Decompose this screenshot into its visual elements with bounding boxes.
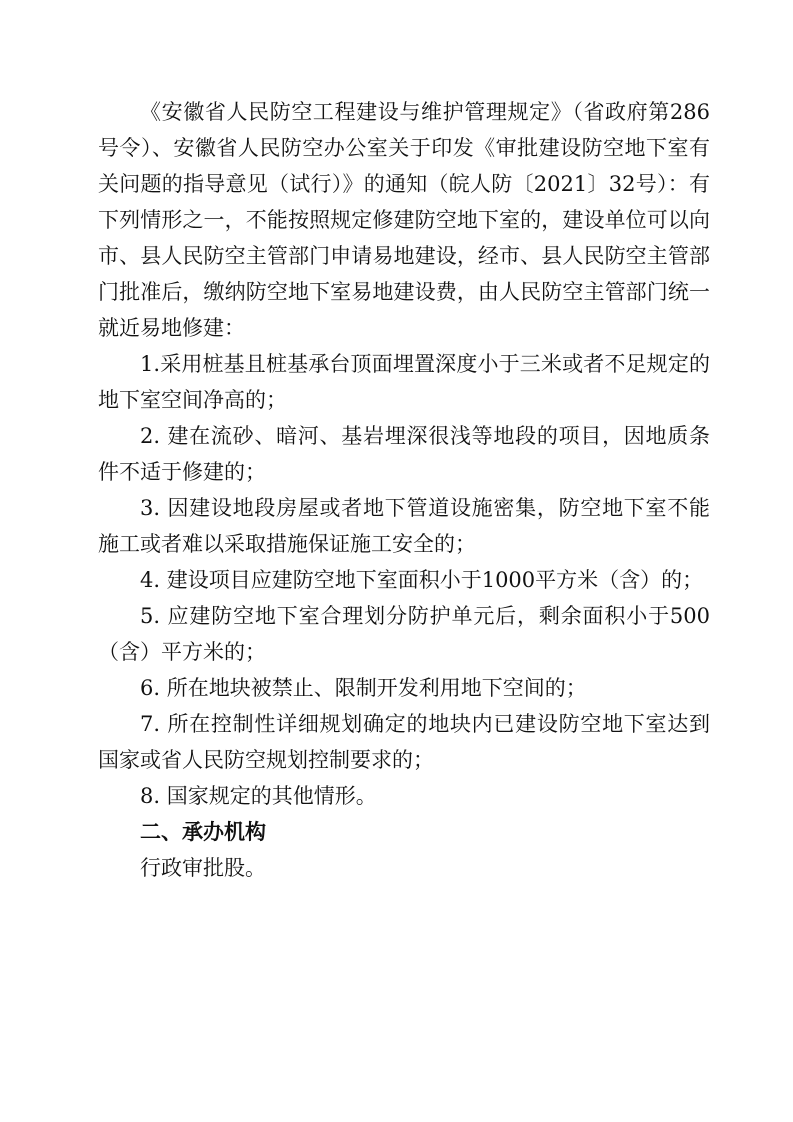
section-heading: 二、承办机构 (140, 820, 266, 844)
list-item-3: 3. 因建设地段房屋或者地下管道设施密集，防空地下室不能施工或者难以采取措施保证施工安全的； (98, 496, 710, 556)
section-body: 行政审批股。 (140, 856, 266, 880)
list-item-8: 8. 国家规定的其他情形。 (140, 784, 377, 808)
list-item-1: 1.采用桩基且桩基承台顶面埋置深度小于三米或者不足规定的地下室空间净高的； (98, 352, 710, 412)
list-item-7: 7. 所在控制性详细规划确定的地块内已建设防空地下室达到国家或省人民防空规划控制要求的； (98, 712, 710, 772)
document-page (98, 94, 710, 886)
list-item-2: 2. 建在流砂、暗河、基岩埋深很浅等地段的项目，因地质条件不适于修建的； (98, 424, 710, 484)
list-item-4: 4. 建设项目应建防空地下室面积小于1000平方米（含）的； (140, 568, 704, 592)
intro-paragraph: 《安徽省人民防空工程建设与维护管理规定》（省政府第286号令）、安徽省人民防空办公室关于印发《审批建设防空地下室有关问题的指导意见（试行）》的通知（皖人防〔2021〕32号）：有下列情形之一，不能按照规定修建防空地下室的，建设单位可以向市、县人民防空主管部门申请易地建设，经市、县人民防空主管部门批准后，缴纳防空地下室易地建设费，由人民防空主管部门统一就近易地修建： (98, 100, 710, 340)
list-item-5: 5. 应建防空地下室合理划分防护单元后，剩余面积小于500（含）平方米的； (98, 604, 710, 664)
list-item-6: 6. 所在地块被禁止、限制开发利用地下空间的； (140, 676, 587, 700)
